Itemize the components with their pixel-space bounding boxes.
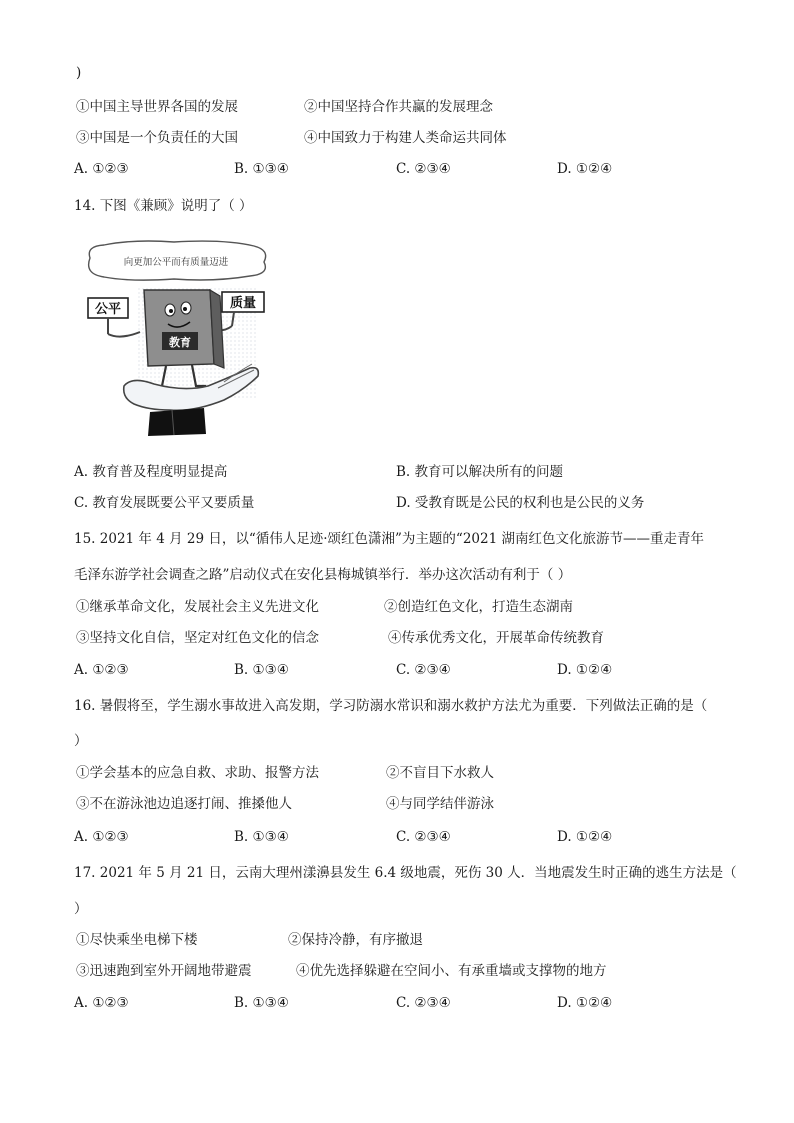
q13-statement-3: ③中国是一个负责任的大国 [76,130,238,146]
q14-option-c[interactable]: C. 教育发展既要公平又要质量 [74,495,255,511]
left-pupil [169,309,173,313]
q14-option-d[interactable]: D. 受教育既是公民的权利也是公民的义务 [396,495,645,511]
book-label-text: 教育 [169,336,191,349]
q16-statement-1: ①学会基本的应急自救、求助、报警方法 [76,765,319,781]
q15-statement-1: ①继承革命文化，发展社会主义先进文化 [76,599,319,615]
right-sign-text: 质量 [229,296,257,311]
sleeve [148,408,206,436]
q15-statement-3: ③坚持文化自信，坚定对红色文化的信念 [76,630,319,646]
q15-statement-4: ④传承优秀文化，开展革命传统教育 [388,630,604,646]
q17-stem-line-2: ） [74,901,88,917]
q16-option-b[interactable]: B. ①③④ [234,829,289,845]
q13-statement-4: ④中国致力于构建人类命运共同体 [304,130,507,146]
q13-stem-tail: ) [76,65,82,81]
book-body [144,290,214,366]
banner-text: 向更加公平而有质量迈进 [123,257,229,268]
right-pupil [183,307,187,311]
q15-statement-2: ②创造红色文化，打造生态湖南 [384,599,573,615]
q13-option-a[interactable]: A. ①②③ [74,161,129,177]
q15-option-a[interactable]: A. ①②③ [74,662,129,678]
q17-option-d[interactable]: D. ①②④ [557,995,613,1011]
q13-option-b[interactable]: B. ①③④ [234,161,289,177]
left-sign-text: 公平 [94,302,122,317]
left-arm [108,332,140,337]
q16-stem-line-1: 16. 暑假将至，学生溺水事故进入高发期，学习防溺水常识和溺水救护方法尤为重要．下列做法正确的是（ [74,698,708,714]
q15-option-b[interactable]: B. ①③④ [234,662,289,678]
q14-cartoon-image [74,236,274,442]
q17-option-a[interactable]: A. ①②③ [74,995,129,1011]
q13-option-d[interactable]: D. ①②④ [557,161,613,177]
q15-option-c[interactable]: C. ②③④ [396,662,451,678]
q14-option-a[interactable]: A. 教育普及程度明显提高 [74,464,228,480]
q14-option-b[interactable]: B. 教育可以解决所有的问题 [396,464,564,480]
cartoon-svg [74,236,274,442]
q17-option-c[interactable]: C. ②③④ [396,995,451,1011]
q15-option-d[interactable]: D. ①②④ [557,662,613,678]
q16-option-a[interactable]: A. ①②③ [74,829,129,845]
q15-stem-line-2: 毛泽东游学社会调查之路”启动仪式在安化县梅城镇举行．举办这次活动有利于（ ） [74,567,572,583]
q17-option-b[interactable]: B. ①③④ [234,995,289,1011]
q13-statement-2: ②中国坚持合作共赢的发展理念 [304,99,493,115]
q17-statement-3: ③迅速跑到室外开阔地带避震 [76,963,252,979]
q13-option-c[interactable]: C. ②③④ [396,161,451,177]
q17-statement-4: ④优先选择躲避在空间小、有承重墙或支撑物的地方 [296,963,607,979]
q16-option-c[interactable]: C. ②③④ [396,829,451,845]
q17-stem-line-1: 17. 2021 年 5 月 21 日，云南大理州漾濞县发生 6.4 级地震，死伤 30 人．当地震发生时正确的逃生方法是（ [74,865,737,881]
q17-statement-2: ②保持冷静，有序撤退 [288,932,423,948]
q16-statement-2: ②不盲目下水救人 [386,765,494,781]
q13-statement-1: ①中国主导世界各国的发展 [76,99,238,115]
q16-statement-3: ③不在游泳池边追逐打闹、推搡他人 [76,796,292,812]
q16-option-d[interactable]: D. ①②④ [557,829,613,845]
q16-statement-4: ④与同学结伴游泳 [386,796,494,812]
q15-stem-line-1: 15. 2021 年 4 月 29 日，以“循伟人足迹·颂红色潇湘”为主题的“2021 湖南红色文化旅游节——重走青年 [74,531,704,547]
q14-stem: 14. 下图《兼顾》说明了（ ） [74,198,253,214]
q16-stem-line-2: ） [74,733,88,749]
q17-statement-1: ①尽快乘坐电梯下楼 [76,932,198,948]
